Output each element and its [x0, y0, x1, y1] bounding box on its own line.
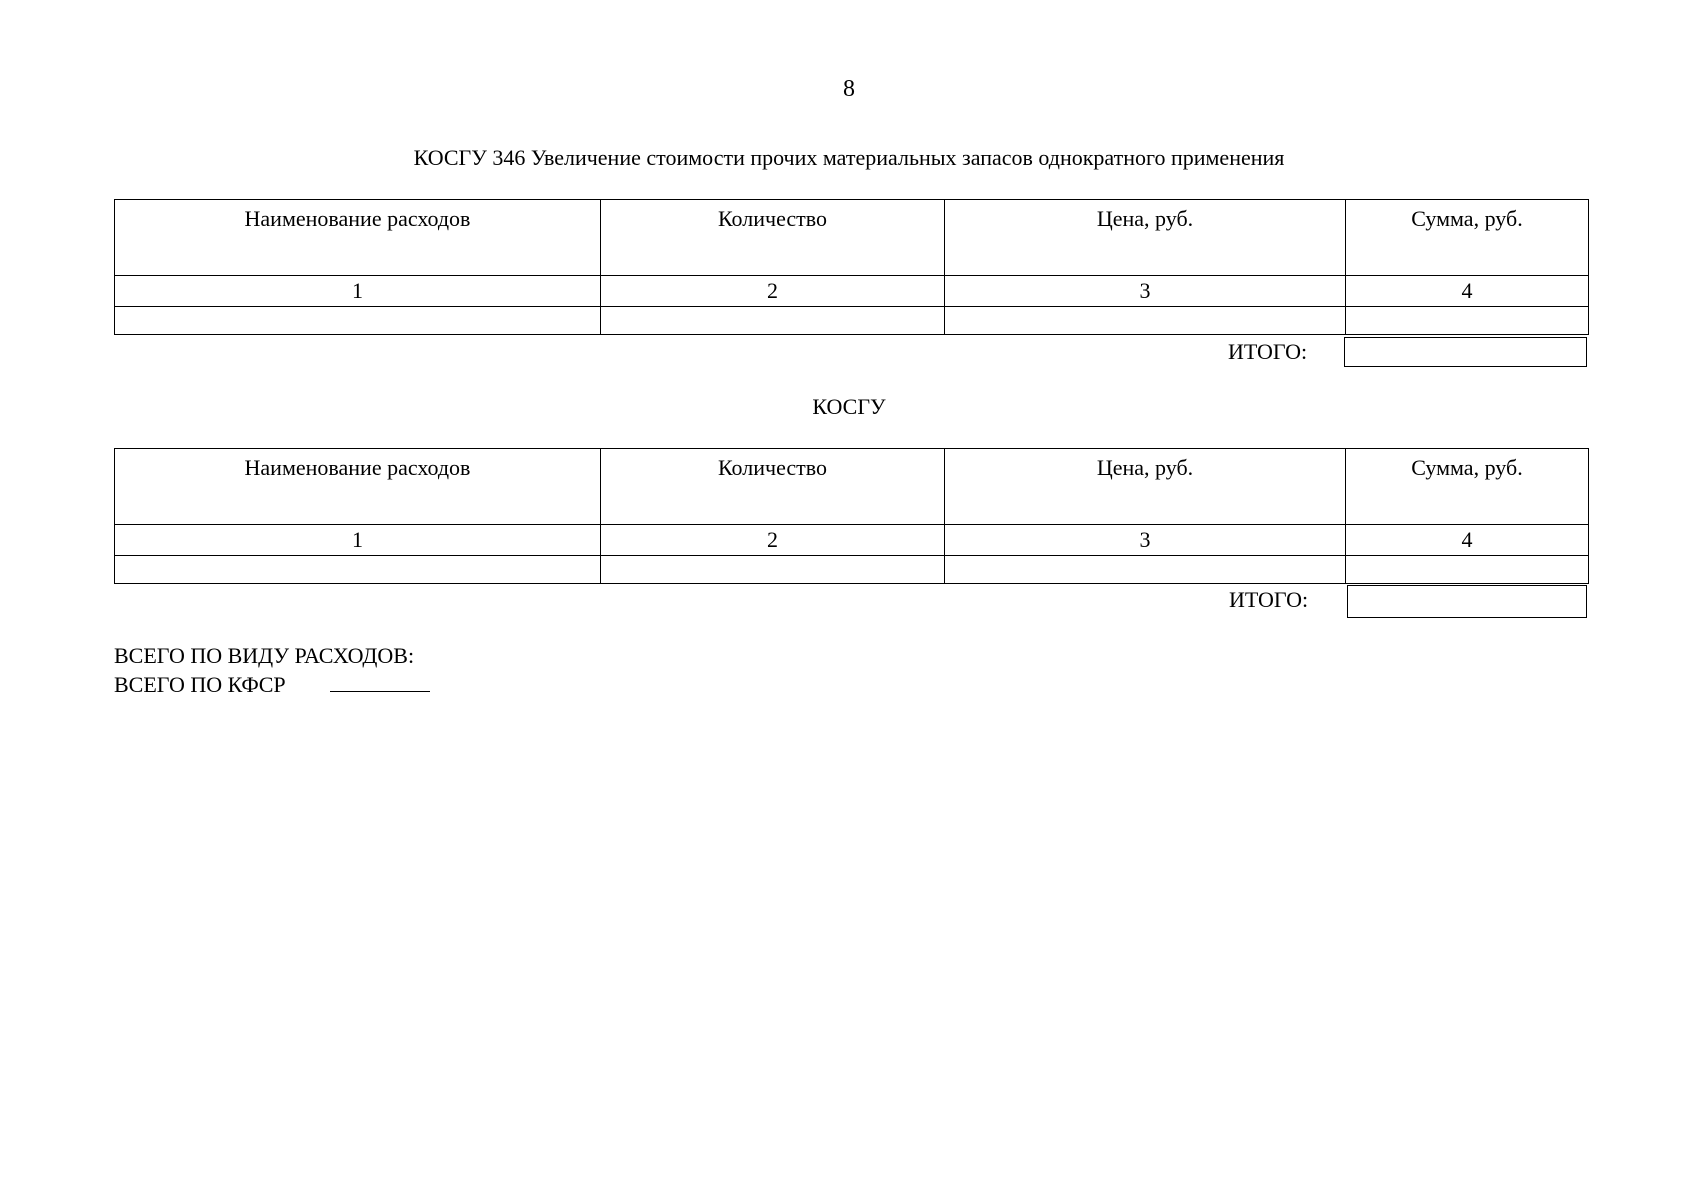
table-row — [115, 556, 1589, 584]
total-label: ИТОГО: — [1229, 587, 1309, 612]
table-row — [115, 307, 1589, 335]
column-number: 4 — [1346, 525, 1589, 556]
column-number: 2 — [601, 525, 945, 556]
total-value-box[interactable] — [1347, 585, 1587, 618]
table-cell[interactable] — [1346, 556, 1589, 584]
column-header-price: Цена, руб. — [945, 449, 1346, 525]
column-number: 1 — [115, 525, 601, 556]
kfsr-value-field[interactable] — [330, 671, 430, 692]
table-cell[interactable] — [945, 307, 1346, 335]
total-by-kfsr-line — [114, 671, 430, 698]
table-cell[interactable] — [601, 556, 945, 584]
table-cell[interactable] — [115, 307, 601, 335]
column-header-name: Наименование расходов — [115, 200, 601, 276]
column-number: 3 — [945, 276, 1346, 307]
column-header-sum: Сумма, руб. — [1346, 449, 1589, 525]
column-number-row — [115, 276, 1589, 307]
table-cell[interactable] — [945, 556, 1346, 584]
total-value-box[interactable] — [1344, 337, 1587, 367]
column-number: 1 — [115, 276, 601, 307]
total-label: ИТОГО: — [1228, 339, 1308, 364]
section-title: КОСГУ 346 Увеличение стоимости прочих материальных запасов однократного применения — [413, 145, 1285, 170]
column-number: 3 — [945, 525, 1346, 556]
table-header-row — [115, 449, 1589, 525]
column-header-name: Наименование расходов — [115, 449, 601, 525]
column-number-row — [115, 525, 1589, 556]
column-header-sum: Сумма, руб. — [1346, 200, 1589, 276]
table-cell[interactable] — [601, 307, 945, 335]
column-number: 4 — [1346, 276, 1589, 307]
expense-table — [114, 448, 1589, 584]
table-cell[interactable] — [115, 556, 601, 584]
column-header-price: Цена, руб. — [945, 200, 1346, 276]
column-header-quantity: Количество — [601, 200, 945, 276]
page-number: 8 — [843, 76, 855, 102]
section-title: КОСГУ — [812, 394, 886, 419]
total-by-kfsr-label: ВСЕГО ПО КФСР — [114, 672, 286, 697]
table-header-row — [115, 200, 1589, 276]
column-number: 2 — [601, 276, 945, 307]
column-header-quantity: Количество — [601, 449, 945, 525]
table-cell[interactable] — [1346, 307, 1589, 335]
expense-table — [114, 199, 1589, 335]
total-by-expense-type: ВСЕГО ПО ВИДУ РАСХОДОВ: — [114, 643, 415, 668]
